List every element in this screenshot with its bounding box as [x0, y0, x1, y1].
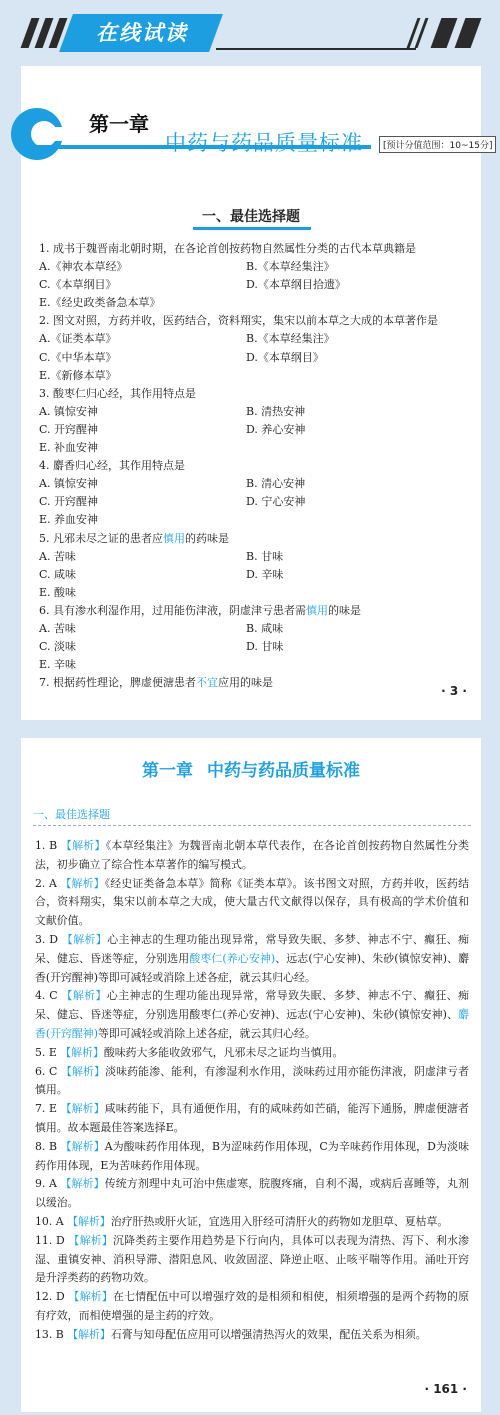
chapter-title: 第一章 中药与药品质量标准 [142, 761, 360, 781]
question-stem: 4. 麝香归心经，其作用特点是 [39, 459, 185, 473]
question-list [39, 240, 469, 692]
option: D. 甘味 [246, 640, 284, 654]
analysis-tag: 【解析】 [61, 989, 107, 1003]
highlight-keyword: 慎用 [163, 531, 185, 545]
banner-title: 在线试读 [96, 21, 188, 45]
option: D. 养心安神 [246, 422, 306, 436]
option: C. 开窍醒神 [39, 422, 99, 436]
option: D. 辛味 [246, 567, 284, 581]
answer-item: 10. A 【解析】治疗肝热或肝火证，宜选用入肝经可清肝火的药物如龙胆草、夏枯草。 [35, 1214, 449, 1228]
analysis-tag: 【解析】 [61, 932, 108, 946]
option: A. 镇惊安神 [39, 404, 98, 418]
option: C.《本草纲目》 [39, 278, 117, 292]
analysis-tag: 【解析】 [60, 1102, 105, 1116]
answer-item: 2. A 【解析】《经史证类备急本草》简称《证类本草》。该书图文对照，方药并收，医药结合，资料翔实，集宋以前本草之大成，使大量古代文献得以保存，具有极高的学术价值和文献价值。 [35, 876, 469, 928]
question-stem: 6. 具有渗水利湿作用，过用能伤津液，阴虚津亏患者需慎用的味是 [39, 603, 361, 617]
section-title: 一、最佳选择题 [202, 209, 300, 225]
answer-item: 3. D 【解析】心主神志的生理功能出现异常，常导致失眠、多梦、神志不宁、癫狂、痴呆、健忘、昏迷等症，分别选用酸枣仁(养心安神)、远志(宁心安神)、朱砂(镇惊安神)、麝香(开窍醒神)等即可减轻或消除上述各症，就云其归心经。 [35, 932, 470, 984]
highlight-keyword: 不宜 [196, 676, 218, 690]
analysis-tag: 【解析】 [68, 1233, 113, 1247]
option: A.《证类本草》 [39, 332, 117, 346]
answer-item: 5. E 【解析】酸味药大多能收敛邪气，凡邪未尽之证均当慎用。 [35, 1045, 344, 1059]
banner-divider [216, 48, 416, 50]
option: C. 开窍醒神 [39, 495, 99, 509]
section-divider [33, 825, 471, 826]
highlight-keyword: 酸枣仁(养心安神) [189, 951, 276, 965]
score-range-badge: [预计分值范围：10~15分] [379, 136, 496, 153]
option: A. 镇惊安神 [39, 477, 98, 491]
option: C.《中华本草》 [39, 350, 117, 364]
option: B. 甘味 [246, 549, 284, 563]
option: C. 咸味 [39, 567, 77, 581]
section-underline [193, 227, 311, 230]
option: B.《本草经集注》 [246, 260, 335, 274]
option: E. 补血安神 [39, 441, 99, 455]
option: A.《神农本草经》 [39, 260, 128, 274]
option: B. 咸味 [246, 621, 284, 635]
option: D.《本草纲目》 [246, 350, 324, 364]
answer-item: 6. C 【解析】淡味药能渗、能利，有渗湿利水作用，淡味药过用亦能伤津液，阴虚津亏者慎用。 [35, 1064, 469, 1097]
question-stem: 7. 根据药性理论，脾虚便溏患者不宜应用的味是 [39, 676, 273, 690]
option: A. 苦味 [39, 549, 76, 563]
analysis-tag: 【解析】 [67, 1214, 111, 1228]
analysis-tag: 【解析】 [67, 1327, 111, 1341]
analysis-tag: 【解析】 [60, 839, 106, 852]
analysis-tag: 【解析】 [60, 876, 105, 890]
analysis-tag: 【解析】 [60, 1139, 105, 1153]
option: E. 辛味 [39, 658, 77, 672]
page-number: · 3 · [441, 684, 467, 698]
question-stem: 1. 成书于魏晋南北朝时期，在各论首创按药物自然属性分类的古代本草典籍是 [39, 242, 416, 255]
analysis-tag: 【解析】 [60, 1177, 105, 1191]
answer-list [35, 837, 469, 1345]
analysis-tag: 【解析】 [60, 1045, 104, 1059]
question-stem: 5. 凡邪未尽之证的患者应慎用的药味是 [39, 531, 229, 545]
option: B. 清心安神 [246, 477, 306, 491]
option: E. 酸味 [39, 585, 77, 599]
answer-page [21, 738, 481, 1412]
analysis-tag: 【解析】 [68, 1290, 113, 1304]
chapter-number: 第一章 [89, 112, 149, 136]
page-number: · 161 · [424, 1382, 467, 1396]
question-page [21, 66, 493, 720]
answer-item: 8. B 【解析】A为酸味药作用体现，B为涩味药作用体现，C为辛味药作用体现，D为淡味药作用体现，E为苦味药作用体现。 [35, 1139, 469, 1172]
answer-item: 4. C 【解析】心主神志的生理功能出现异常，常导致失眠、多梦、神志不宁、癫狂、痴呆、健忘、昏迷等症，分别选用酸枣仁(养心安神)、远志(宁心安神)、朱砂(镇惊安神)、麝香(开窍醒神)等即可减轻或消除上述各症，就云其归心经。 [35, 989, 469, 1040]
section-title: 一、最佳选择题 [33, 808, 110, 821]
option: B.《本草经集注》 [246, 332, 335, 346]
answer-item: 7. E 【解析】咸味药能下，具有通便作用，有的咸味药如芒硝，能泻下通肠，脾虚便溏者慎用。故本题最佳答案选择E。 [35, 1102, 469, 1134]
question-stem: 3. 酸枣仁归心经，其作用特点是 [39, 386, 196, 400]
answer-item: 11. D 【解析】沉降类药主要作用趋势是下行向内，具体可以表现为清热、泻下、利水渗湿、重镇安神、消积导滞、潜阳息风、收敛固涩、降逆止呕、止咳平喘等作用。涌吐开窍是升浮类药的药物功效。 [35, 1233, 469, 1285]
option: D. 宁心安神 [246, 495, 306, 509]
answer-item: 9. A 【解析】传统方剂理中丸可治中焦虚寒，脘腹疼痛，自利不渴，或病后喜睡等，丸剂以缓治。 [35, 1177, 469, 1210]
option: E. 养血安神 [39, 513, 99, 527]
option: B. 清热安神 [246, 404, 306, 418]
option: C. 淡味 [39, 640, 77, 654]
answer-item: 1. B 【解析】《本草经集注》为魏晋南北朝本草代表作，在各论首创按药物自然属性分类法，初步确立了综合性本草著作的编写模式。 [35, 839, 469, 871]
answer-item: 13. B 【解析】石膏与知母配伍应用可以增强清热泻火的效果，配伍关系为相须。 [35, 1327, 427, 1341]
option: D.《本草纲目拾遗》 [246, 278, 346, 292]
analysis-tag: 【解析】 [60, 1064, 106, 1078]
highlight-keyword: 慎用 [306, 603, 328, 617]
option: A. 苦味 [39, 621, 76, 635]
highlight-keyword: 麝香(开窍醒神) [35, 1008, 469, 1040]
question-stem: 2. 图文对照，方药并收，医药结合，资料翔实，集宋以前本草之大成的本草著作是 [39, 314, 438, 328]
option: E.《经史政类备急本草》 [39, 296, 161, 310]
option: E.《新修本草》 [39, 368, 117, 382]
chapter-title: 中药与药品质量标准 [165, 131, 363, 155]
answer-item: 12. D 【解析】在七情配伍中可以增强疗效的是相须和相使，相须增强的是两个药物的原有疗效，而相使增强的是主药的疗效。 [35, 1290, 469, 1322]
top-banner-bar [0, 0, 500, 60]
